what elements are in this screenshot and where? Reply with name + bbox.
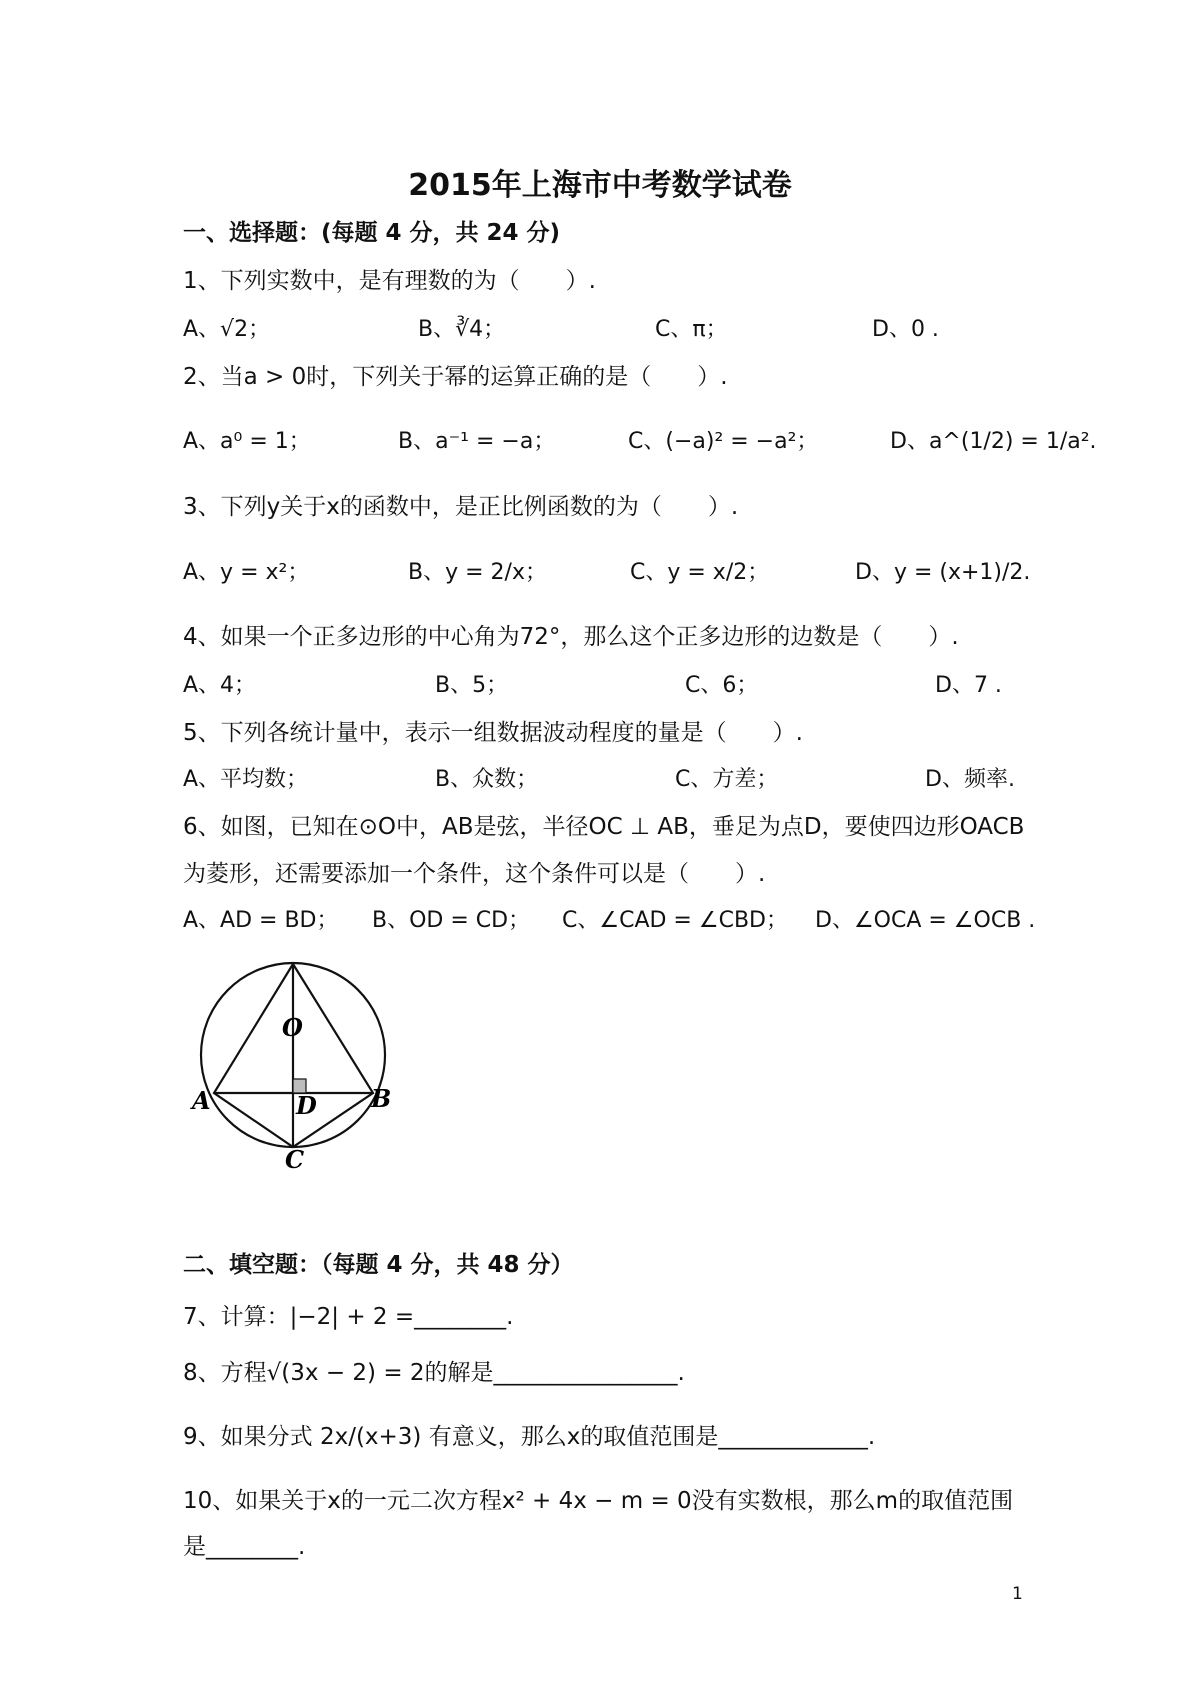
question-3-option-c: C、y = x/2； (630, 560, 770, 585)
question-5-stem: 5、下列各统计量中，表示一组数据波动程度的量是（ ）. (183, 720, 803, 746)
question-7: 7、计算：|−2| + 2 =________. (183, 1304, 514, 1330)
question-6-option-a: A、AD = BD； (183, 908, 339, 933)
question-5-option-b: B、众数； (435, 767, 539, 792)
label-o: O (282, 1013, 303, 1042)
question-8: 8、方程√(3x − 2) = 2的解是________________. (183, 1360, 685, 1386)
circle-rhombus-figure (190, 950, 410, 1170)
question-1-option-a: A、√2； (183, 317, 271, 342)
question-1-stem: 1、下列实数中，是有理数的为（ ）. (183, 268, 596, 294)
label-c: C (285, 1145, 305, 1170)
question-6-stem-line-1: 6、如图，已知在⊙O中，AB是弦，半径OC ⊥ AB，垂足为点D，要使四边形OACB (183, 814, 1025, 840)
question-6-option-d: D、∠OCA = ∠OCB . (815, 908, 1036, 933)
question-1-option-b: B、∛4； (418, 317, 506, 342)
question-2-option-a: A、a⁰ = 1； (183, 429, 311, 454)
question-10-line-2: 是________. (183, 1534, 306, 1560)
question-4-stem: 4、如果一个正多边形的中心角为72°，那么这个正多边形的边数是（ ）. (183, 624, 959, 650)
question-4-option-a: A、4； (183, 673, 257, 698)
question-3-option-a: A、y = x²； (183, 560, 310, 585)
question-6-option-c: C、∠CAD = ∠CBD； (562, 908, 788, 933)
section-fill-in-heading: 二、填空题：（每题 4 分，共 48 分） (183, 1252, 574, 1278)
page-number: 1 (1012, 1584, 1023, 1604)
question-5-option-c: C、方差； (675, 767, 779, 792)
question-5-option-a: A、平均数； (183, 767, 309, 792)
question-3-stem: 3、下列y关于x的函数中，是正比例函数的为（ ）. (183, 494, 739, 520)
question-2-option-c: C、(−a)² = −a²； (628, 429, 819, 454)
question-6-option-b: B、OD = CD； (372, 908, 531, 933)
question-3-option-d: D、y = (x+1)/2. (855, 560, 1031, 585)
question-5-option-d: D、频率. (925, 767, 1015, 792)
question-4-option-d: D、7 . (935, 673, 1002, 698)
label-a: A (192, 1086, 211, 1115)
question-4-option-b: B、5； (435, 673, 509, 698)
question-9: 9、如果分式 2x/(x+3) 有意义，那么x的取值范围是_____________. (183, 1424, 876, 1450)
question-2-stem: 2、当a > 0时，下列关于幂的运算正确的是（ ）. (183, 364, 728, 390)
question-3-option-b: B、y = 2/x； (408, 560, 547, 585)
question-6-stem-line-2: 为菱形，还需要添加一个条件，这个条件可以是（ ）. (183, 861, 766, 887)
question-10-line-1: 10、如果关于x的一元二次方程x² + 4x − m = 0没有实数根，那么m的取值范围 (183, 1488, 1014, 1514)
exam-title: 2015年上海市中考数学试卷 (408, 168, 792, 203)
label-b: B (371, 1084, 392, 1113)
question-1-option-c: C、π； (655, 317, 728, 342)
question-2-option-b: B、a⁻¹ = −a； (398, 429, 556, 454)
question-4-option-c: C、6； (685, 673, 759, 698)
section-multiple-choice-heading: 一、选择题：(每题 4 分，共 24 分) (183, 220, 561, 246)
label-d: D (296, 1091, 317, 1120)
question-1-option-d: D、0 . (872, 317, 939, 342)
question-2-option-d: D、a^(1/2) = 1/a². (890, 429, 1097, 454)
